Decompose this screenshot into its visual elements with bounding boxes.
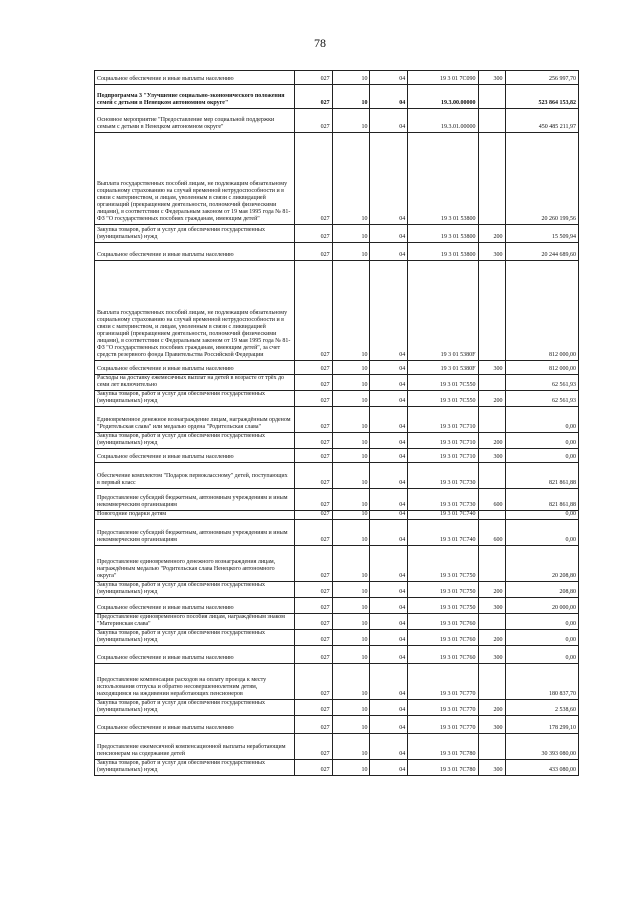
row-subdivision-cell: 04 — [370, 614, 408, 630]
row-expense-type-cell: 200 — [478, 391, 505, 407]
row-name-cell: Закупка товаров, работ и услуг для обеспечения государственных (муниципальных) нужд — [95, 760, 295, 776]
table-row — [95, 520, 579, 546]
table-row — [95, 407, 579, 433]
row-expense-type-cell — [478, 546, 505, 582]
table-row — [95, 391, 579, 407]
row-name-cell: Обеспечение комплектом "Подарок первоклассному" детей, поступающих в первый класс — [95, 463, 295, 489]
row-section-cell: 027 — [294, 391, 332, 407]
row-amount-cell: 2 538,60 — [505, 700, 578, 716]
row-amount-cell: 20 244 689,60 — [505, 243, 578, 261]
row-division-cell: 10 — [332, 407, 370, 433]
row-amount-cell: 821 861,88 — [505, 489, 578, 511]
table-row — [95, 598, 579, 614]
row-expense-type-cell — [478, 109, 505, 133]
row-amount-cell: 20 208,80 — [505, 546, 578, 582]
row-target-article-cell: 19 3 01 7С750 — [408, 582, 478, 598]
row-amount-cell: 0,00 — [505, 520, 578, 546]
row-expense-type-cell: 300 — [478, 716, 505, 734]
row-division-cell: 10 — [332, 734, 370, 760]
row-division-cell: 10 — [332, 391, 370, 407]
row-name-cell: Социальное обеспечение и иные выплаты населению — [95, 716, 295, 734]
row-amount-cell: 62 561,93 — [505, 375, 578, 391]
row-subdivision-cell: 04 — [370, 225, 408, 243]
row-target-article-cell: 19 3 01 7С760 — [408, 646, 478, 664]
row-target-article-cell: 19 3 01 7С730 — [408, 463, 478, 489]
table-row — [95, 489, 579, 511]
row-name-cell: Закупка товаров, работ и услуг для обеспечения государственных (муниципальных) нужд — [95, 582, 295, 598]
table-row — [95, 511, 579, 520]
row-name-cell: Закупка товаров, работ и услуг для обеспечения государственных (муниципальных) нужд — [95, 630, 295, 646]
row-name-cell: Единовременное денежное вознаграждение лицам, награждённым орденом "Родительская слава" или медалью ордена "Родительская слава" — [95, 407, 295, 433]
row-target-article-cell: 19 3 01 7С770 — [408, 664, 478, 700]
row-amount-cell: 812 000,00 — [505, 261, 578, 361]
row-expense-type-cell: 200 — [478, 700, 505, 716]
row-target-article-cell: 19 3 01 7С750 — [408, 546, 478, 582]
row-amount-cell: 256 997,70 — [505, 71, 578, 85]
row-division-cell: 10 — [332, 375, 370, 391]
row-section-cell: 027 — [294, 582, 332, 598]
row-amount-cell: 15 509,94 — [505, 225, 578, 243]
row-section-cell: 027 — [294, 716, 332, 734]
row-amount-cell: 20 000,00 — [505, 598, 578, 614]
table-row — [95, 582, 579, 598]
row-expense-type-cell — [478, 734, 505, 760]
row-expense-type-cell — [478, 463, 505, 489]
row-target-article-cell: 19.3.00.00000 — [408, 85, 478, 109]
row-section-cell: 027 — [294, 71, 332, 85]
row-amount-cell: 821 861,88 — [505, 463, 578, 489]
table-row — [95, 243, 579, 261]
row-section-cell: 027 — [294, 614, 332, 630]
row-amount-cell: 450 485 211,97 — [505, 109, 578, 133]
row-section-cell: 027 — [294, 664, 332, 700]
table-row — [95, 71, 579, 85]
row-subdivision-cell: 04 — [370, 520, 408, 546]
row-name-cell: Предоставление единовременного пособия лицам, награждённым знаком "Материнская слава" — [95, 614, 295, 630]
row-amount-cell: 0,00 — [505, 630, 578, 646]
row-target-article-cell: 19 3 01 7С730 — [408, 489, 478, 511]
row-subdivision-cell: 04 — [370, 598, 408, 614]
row-name-cell: Закупка товаров, работ и услуг для обеспечения государственных (муниципальных) нужд — [95, 433, 295, 449]
table-row — [95, 433, 579, 449]
row-target-article-cell: 19 3 01 7С780 — [408, 760, 478, 776]
row-expense-type-cell: 300 — [478, 598, 505, 614]
row-section-cell: 027 — [294, 243, 332, 261]
row-subdivision-cell: 04 — [370, 463, 408, 489]
row-subdivision-cell: 04 — [370, 489, 408, 511]
row-name-cell: Закупка товаров, работ и услуг для обеспечения государственных (муниципальных) нужд — [95, 225, 295, 243]
row-name-cell: Закупка товаров, работ и услуг для обеспечения государственных (муниципальных) нужд — [95, 391, 295, 407]
row-section-cell: 027 — [294, 449, 332, 463]
row-amount-cell: 0,00 — [505, 433, 578, 449]
table-row — [95, 760, 579, 776]
row-target-article-cell: 19 3 01 7С760 — [408, 630, 478, 646]
row-section-cell: 027 — [294, 598, 332, 614]
row-expense-type-cell — [478, 664, 505, 700]
row-expense-type-cell — [478, 133, 505, 225]
row-division-cell: 10 — [332, 463, 370, 489]
row-section-cell: 027 — [294, 407, 332, 433]
row-expense-type-cell: 200 — [478, 433, 505, 449]
table-row — [95, 646, 579, 664]
row-division-cell: 10 — [332, 261, 370, 361]
row-amount-cell: 0,00 — [505, 511, 578, 520]
table-row — [95, 375, 579, 391]
row-amount-cell: 433 080,00 — [505, 760, 578, 776]
row-target-article-cell: 19 3 01 7С770 — [408, 700, 478, 716]
row-subdivision-cell: 04 — [370, 375, 408, 391]
row-amount-cell: 30 393 080,00 — [505, 734, 578, 760]
row-subdivision-cell: 04 — [370, 243, 408, 261]
row-name-cell: Предоставление единовременного денежного вознаграждения лицам, награждённым медалью "Родительская слава Ненецкого автономного округа" — [95, 546, 295, 582]
row-expense-type-cell: 200 — [478, 582, 505, 598]
row-name-cell: Социальное обеспечение и иные выплаты населению — [95, 71, 295, 85]
row-division-cell: 10 — [332, 85, 370, 109]
row-target-article-cell: 19.3.01.00000 — [408, 109, 478, 133]
row-section-cell: 027 — [294, 463, 332, 489]
row-target-article-cell: 19 3 01 7С710 — [408, 449, 478, 463]
row-section-cell: 027 — [294, 85, 332, 109]
row-target-article-cell: 19 3 01 7С760 — [408, 614, 478, 630]
row-subdivision-cell: 04 — [370, 716, 408, 734]
budget-table — [94, 70, 579, 776]
row-section-cell: 027 — [294, 375, 332, 391]
row-expense-type-cell — [478, 85, 505, 109]
row-name-cell: Предоставление субсидий бюджетным, автономным учреждениям и иным некоммерческим организациям — [95, 489, 295, 511]
row-name-cell: Новогодние подарки детям — [95, 511, 295, 520]
row-expense-type-cell — [478, 261, 505, 361]
row-expense-type-cell: 200 — [478, 630, 505, 646]
row-division-cell: 10 — [332, 449, 370, 463]
row-division-cell: 10 — [332, 71, 370, 85]
row-subdivision-cell: 04 — [370, 261, 408, 361]
table-row — [95, 664, 579, 700]
row-amount-cell: 178 299,10 — [505, 716, 578, 734]
row-subdivision-cell: 04 — [370, 361, 408, 375]
row-name-cell: Социальное обеспечение и иные выплаты населению — [95, 598, 295, 614]
row-subdivision-cell: 04 — [370, 582, 408, 598]
row-name-cell: Предоставление ежемесячной компенсационной выплаты неработающим пенсионерам на содержание детей — [95, 734, 295, 760]
row-section-cell: 027 — [294, 261, 332, 361]
table-row — [95, 133, 579, 225]
row-division-cell: 10 — [332, 520, 370, 546]
row-division-cell: 10 — [332, 433, 370, 449]
row-name-cell: Социальное обеспечение и иные выплаты населению — [95, 449, 295, 463]
row-target-article-cell: 19 3 01 7С090 — [408, 71, 478, 85]
row-division-cell: 10 — [332, 546, 370, 582]
row-target-article-cell: 19 3 01 7С740 — [408, 520, 478, 546]
row-name-cell: Расходы на доставку ежемесячных выплат на детей в возрасте от трёх до семи лет включительно — [95, 375, 295, 391]
table-row — [95, 109, 579, 133]
row-section-cell: 027 — [294, 630, 332, 646]
row-division-cell: 10 — [332, 109, 370, 133]
row-expense-type-cell: 600 — [478, 520, 505, 546]
row-subdivision-cell: 04 — [370, 133, 408, 225]
row-target-article-cell: 19 3 01 53800 — [408, 243, 478, 261]
table-row — [95, 700, 579, 716]
row-amount-cell: 208,80 — [505, 582, 578, 598]
table-row — [95, 546, 579, 582]
row-section-cell: 027 — [294, 133, 332, 225]
row-division-cell: 10 — [332, 664, 370, 700]
row-target-article-cell: 19 3 01 7С710 — [408, 433, 478, 449]
row-section-cell: 027 — [294, 734, 332, 760]
row-target-article-cell: 19 3 01 7С550 — [408, 375, 478, 391]
table-row — [95, 630, 579, 646]
row-name-cell: Закупка товаров, работ и услуг для обеспечения государственных (муниципальных) нужд — [95, 700, 295, 716]
row-subdivision-cell: 04 — [370, 664, 408, 700]
row-subdivision-cell: 04 — [370, 407, 408, 433]
row-amount-cell: 20 260 199,56 — [505, 133, 578, 225]
row-section-cell: 027 — [294, 225, 332, 243]
table-row — [95, 716, 579, 734]
row-subdivision-cell: 04 — [370, 546, 408, 582]
row-name-cell: Подпрограмма 3 "Улучшение социально-экономического положения семей с детьми в Ненецком автономном округе" — [95, 85, 295, 109]
row-target-article-cell: 19 3 01 7С550 — [408, 391, 478, 407]
row-subdivision-cell: 04 — [370, 71, 408, 85]
row-section-cell: 027 — [294, 646, 332, 664]
row-expense-type-cell — [478, 375, 505, 391]
row-division-cell: 10 — [332, 243, 370, 261]
row-subdivision-cell: 04 — [370, 760, 408, 776]
row-expense-type-cell — [478, 407, 505, 433]
row-name-cell: Выплата государственных пособий лицам, не подлежащим обязательному социальному страхованию на случай временной нетрудоспособности и в связи с материнством, и лицам, уволенным в связи с ликвидацией организаций (прекращением деятельности, полномочий физическими лицами), в соответствии с Федеральным законом от 19 мая 1995 года № 81-ФЗ "О государственных пособиях гражданам, имеющим детей" — [95, 133, 295, 225]
row-target-article-cell: 19 3 01 53800 — [408, 133, 478, 225]
row-expense-type-cell: 300 — [478, 71, 505, 85]
row-name-cell: Социальное обеспечение и иные выплаты населению — [95, 646, 295, 664]
row-expense-type-cell: 300 — [478, 243, 505, 261]
row-name-cell: Предоставление субсидий бюджетным, автономным учреждениям и иным некоммерческим организациям — [95, 520, 295, 546]
row-amount-cell: 62 561,93 — [505, 391, 578, 407]
row-name-cell: Основное мероприятие "Предоставление мер социальной поддержки семьям с детьми в Ненецком автономном округе" — [95, 109, 295, 133]
row-division-cell: 10 — [332, 630, 370, 646]
row-amount-cell: 0,00 — [505, 646, 578, 664]
row-division-cell: 10 — [332, 700, 370, 716]
row-target-article-cell: 19 3 01 5380F — [408, 261, 478, 361]
table-row — [95, 85, 579, 109]
table-row — [95, 614, 579, 630]
row-division-cell: 10 — [332, 133, 370, 225]
row-expense-type-cell: 300 — [478, 361, 505, 375]
row-section-cell: 027 — [294, 489, 332, 511]
row-name-cell: Выплата государственных пособий лицам, не подлежащим обязательному социальному страхованию на случай временной нетрудоспособности и в связи с материнством, и лицам, уволенным в связи с ликвидацией организаций (прекращением деятельности, полномочий физическими лицами), в соответствии с Федеральным законом от 19 мая 1995 года № 81-ФЗ "О государственных пособиях гражданам, имеющим детей", за счет средств резервного фонда Правительства Российской Федерации — [95, 261, 295, 361]
row-expense-type-cell — [478, 511, 505, 520]
row-target-article-cell: 19 3 01 7С780 — [408, 734, 478, 760]
row-subdivision-cell: 04 — [370, 391, 408, 407]
row-name-cell: Предоставление компенсации расходов на оплату проезда к месту использования отпуска и обратно несовершеннолетним детям, находящимся на иждивении неработающих пенсионеров — [95, 664, 295, 700]
row-division-cell: 10 — [332, 760, 370, 776]
row-amount-cell: 0,00 — [505, 614, 578, 630]
row-section-cell: 027 — [294, 546, 332, 582]
table-row — [95, 225, 579, 243]
table-row — [95, 734, 579, 760]
row-expense-type-cell — [478, 614, 505, 630]
row-amount-cell: 812 000,00 — [505, 361, 578, 375]
row-subdivision-cell: 04 — [370, 109, 408, 133]
row-subdivision-cell: 04 — [370, 449, 408, 463]
row-division-cell: 10 — [332, 489, 370, 511]
row-subdivision-cell: 04 — [370, 85, 408, 109]
row-division-cell: 10 — [332, 361, 370, 375]
row-expense-type-cell: 300 — [478, 760, 505, 776]
row-section-cell: 027 — [294, 361, 332, 375]
row-division-cell: 10 — [332, 225, 370, 243]
row-section-cell: 027 — [294, 433, 332, 449]
row-subdivision-cell: 04 — [370, 734, 408, 760]
row-amount-cell: 180 837,70 — [505, 664, 578, 700]
row-target-article-cell: 19 3 01 5380F — [408, 361, 478, 375]
row-target-article-cell: 19 3 01 53800 — [408, 225, 478, 243]
table-row — [95, 449, 579, 463]
row-section-cell: 027 — [294, 520, 332, 546]
row-expense-type-cell: 200 — [478, 225, 505, 243]
row-name-cell: Социальное обеспечение и иные выплаты населению — [95, 243, 295, 261]
row-division-cell: 10 — [332, 646, 370, 664]
row-target-article-cell: 19 3 01 7С710 — [408, 407, 478, 433]
row-subdivision-cell: 04 — [370, 433, 408, 449]
table-row — [95, 463, 579, 489]
row-section-cell: 027 — [294, 109, 332, 133]
row-division-cell: 10 — [332, 582, 370, 598]
page-number: 78 — [314, 36, 326, 50]
row-subdivision-cell: 04 — [370, 700, 408, 716]
row-target-article-cell: 19 3 01 7С740 — [408, 511, 478, 520]
row-section-cell: 027 — [294, 511, 332, 520]
budget-table-body — [95, 71, 579, 776]
row-target-article-cell: 19 3 01 7С750 — [408, 598, 478, 614]
row-subdivision-cell: 04 — [370, 630, 408, 646]
row-amount-cell: 0,00 — [505, 407, 578, 433]
row-amount-cell: 523 864 153,82 — [505, 85, 578, 109]
row-subdivision-cell: 04 — [370, 646, 408, 664]
row-expense-type-cell: 600 — [478, 489, 505, 511]
row-division-cell: 10 — [332, 598, 370, 614]
row-expense-type-cell: 300 — [478, 449, 505, 463]
row-subdivision-cell: 04 — [370, 511, 408, 520]
row-division-cell: 10 — [332, 614, 370, 630]
row-target-article-cell: 19 3 01 7С770 — [408, 716, 478, 734]
row-section-cell: 027 — [294, 760, 332, 776]
row-name-cell: Социальное обеспечение и иные выплаты населению — [95, 361, 295, 375]
row-section-cell: 027 — [294, 700, 332, 716]
row-division-cell: 10 — [332, 716, 370, 734]
row-expense-type-cell: 300 — [478, 646, 505, 664]
row-division-cell: 10 — [332, 511, 370, 520]
row-amount-cell: 0,00 — [505, 449, 578, 463]
table-row — [95, 361, 579, 375]
table-row — [95, 261, 579, 361]
